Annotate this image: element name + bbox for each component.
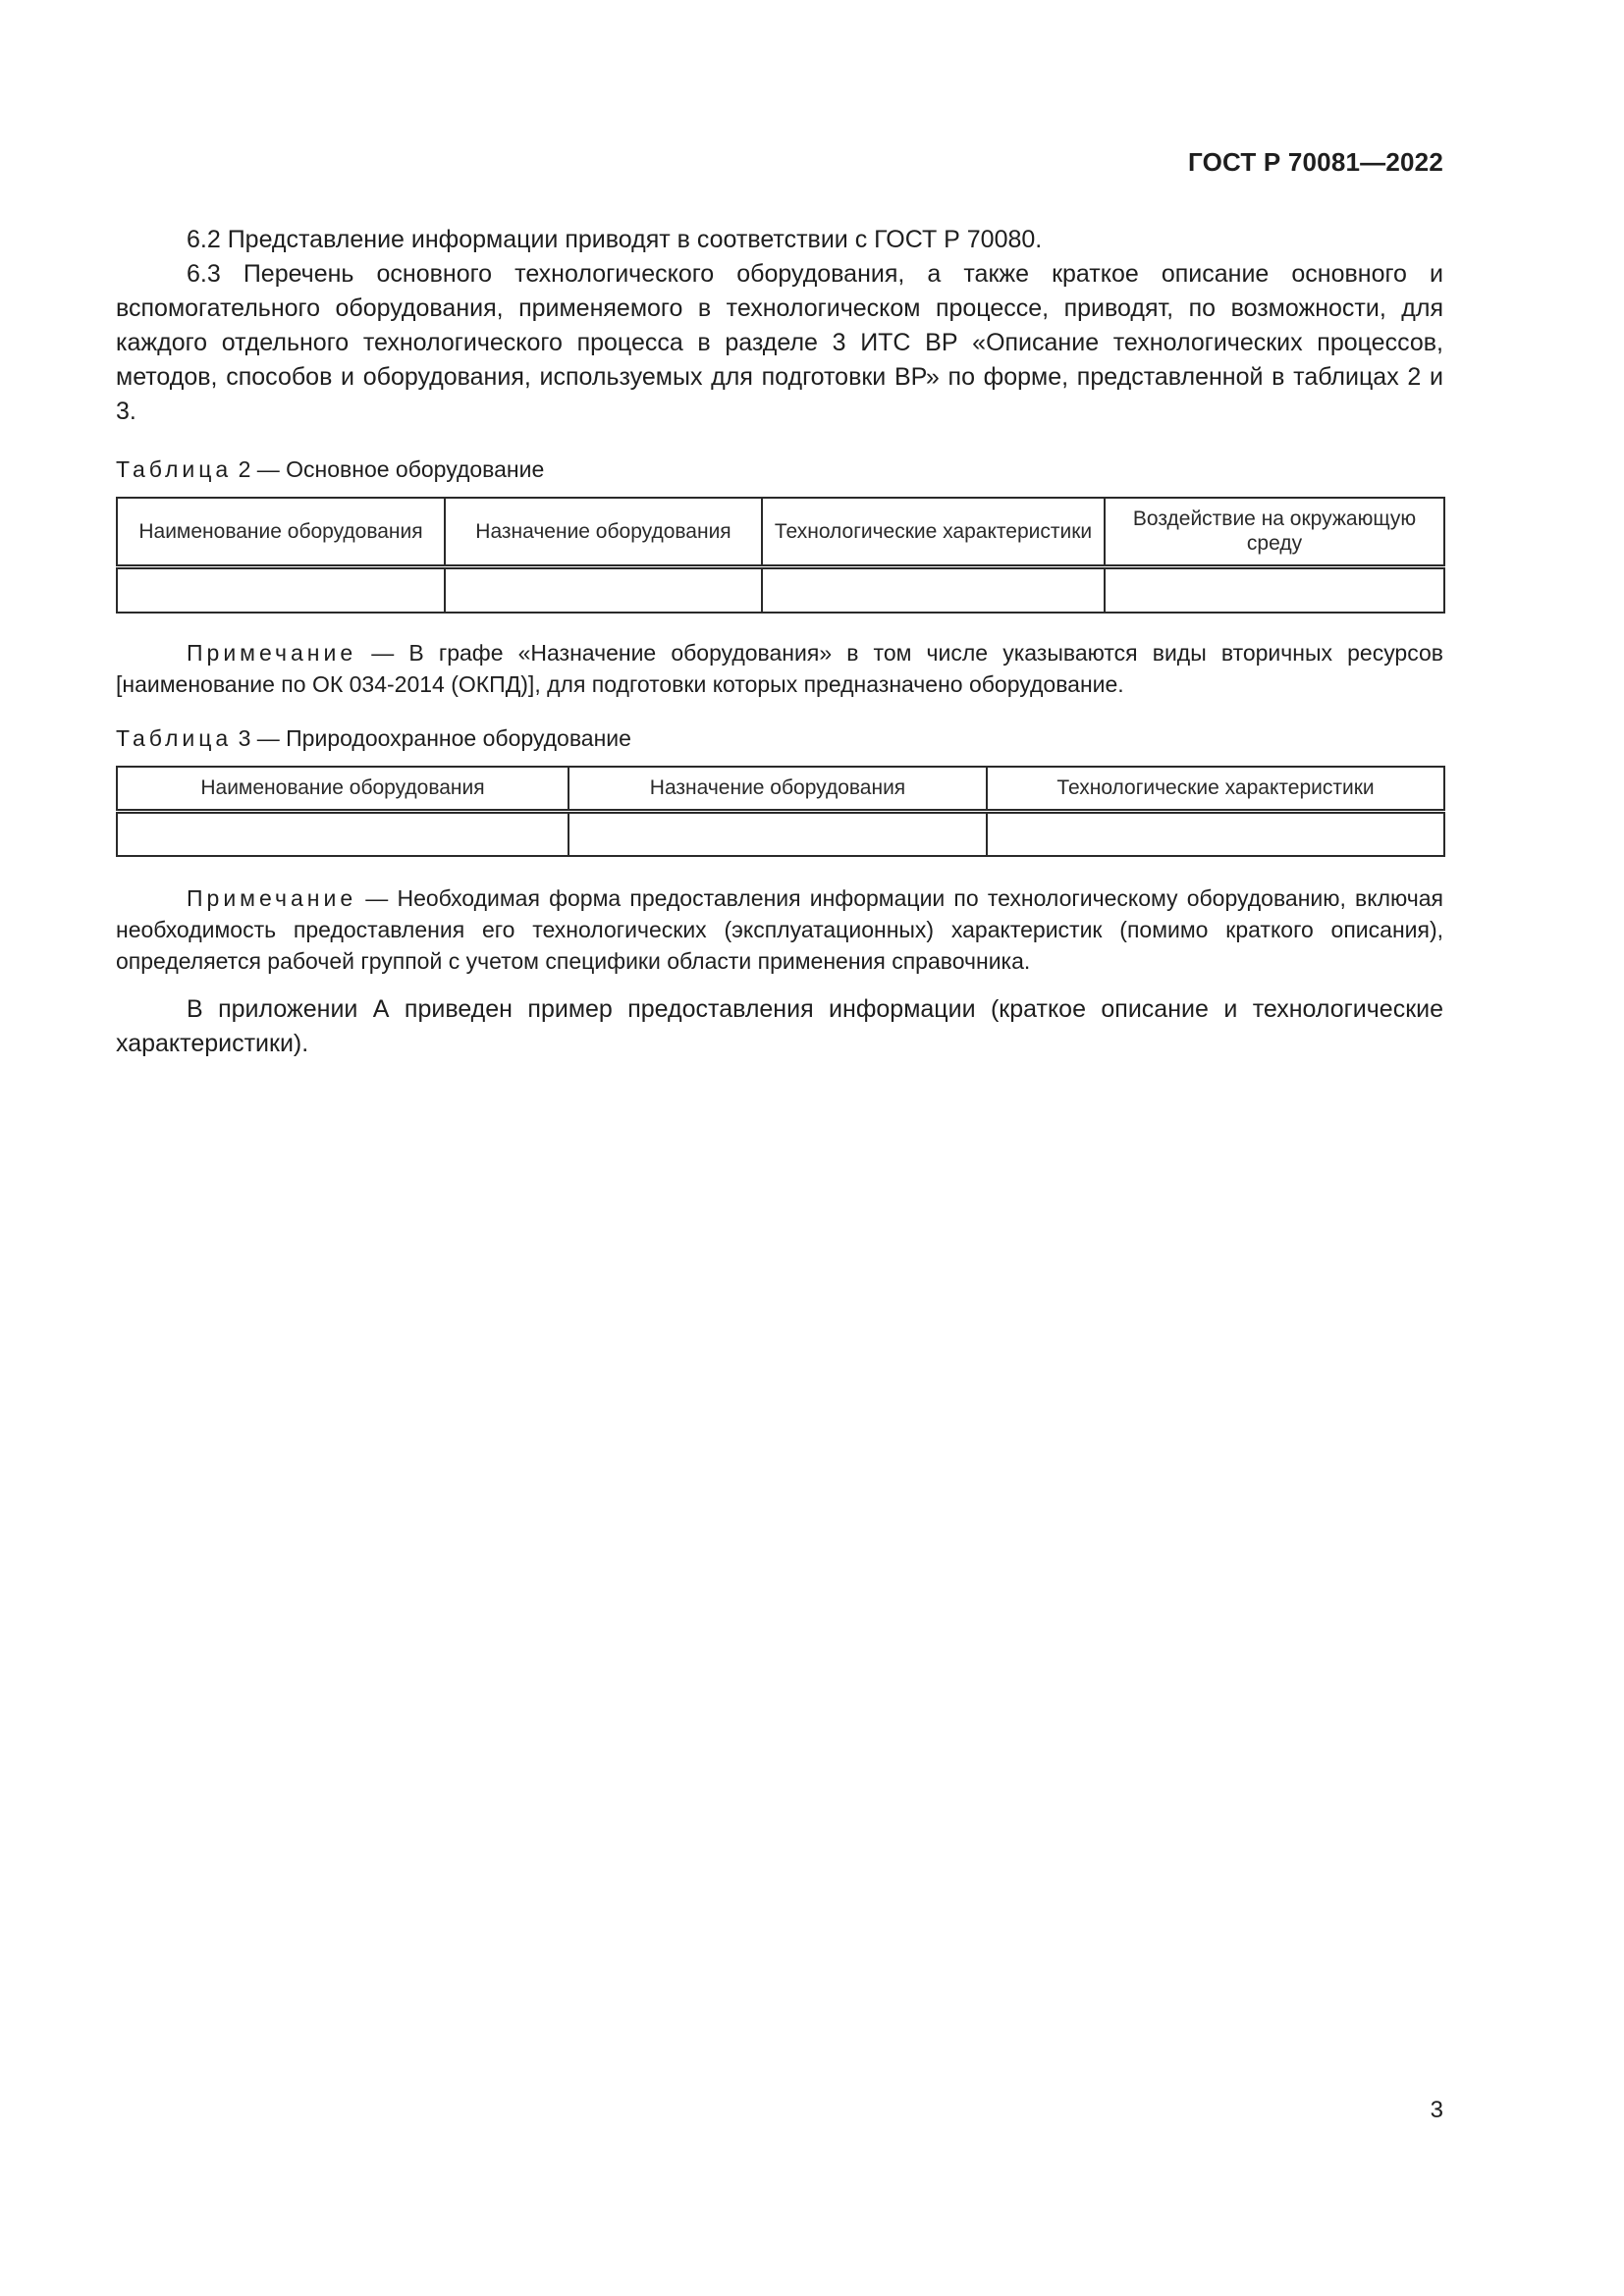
table-3-caption bbox=[116, 725, 1443, 752]
table-2-header-purpose: Назначение оборудования bbox=[445, 498, 762, 566]
table-2-caption bbox=[116, 456, 1443, 483]
note-1-word: Примечание bbox=[187, 640, 357, 666]
table-2-cell bbox=[762, 566, 1105, 613]
table-3-header-row bbox=[117, 767, 1444, 811]
table-2-header-characteristics: Технологические характеристики bbox=[762, 498, 1105, 566]
table-3-empty-row bbox=[117, 811, 1444, 856]
table-2-main-equipment bbox=[116, 497, 1445, 614]
paragraph-6-2: 6.2 Представление информации приводят в соответствии с ГОСТ Р 70080. bbox=[187, 226, 1043, 253]
table-3-cell bbox=[987, 811, 1444, 856]
paragraph-6-3: 6.3 Перечень основного технологического оборудования, а также краткое описание основного и вспомогательного оборудования, применяемого в технологическом процессе, приводят, по возможности, для каждого отдельного технологического процесса в разделе 3 ИТС ВР «Описание технологических процессов, методов, способов и оборудования, используемых для подготовки ВР» по форме, представленной в таблицах 2 и 3. bbox=[116, 260, 1443, 425]
table-2-caption-title: 2 — Основное оборудование bbox=[238, 456, 545, 482]
page-number: 3 bbox=[1430, 2097, 1443, 2123]
table-3-header-purpose: Назначение оборудования bbox=[568, 767, 987, 811]
table-2-note bbox=[116, 637, 1443, 700]
table-2-cell bbox=[1105, 566, 1444, 613]
table-2-caption-word: Таблица bbox=[116, 456, 233, 482]
note-2-text: — Необходимая форма предоставления информации по технологическому оборудованию, включая необходимость предоставления его технологических (эксплуатационных) характеристик (помимо краткого описания), определяется рабочей группой с учетом специфики области применения справочника. bbox=[116, 885, 1443, 974]
table-2-cell bbox=[117, 566, 445, 613]
closing-paragraph: В приложении А приведен пример предоставления информации (краткое описание и технологические характеристики). bbox=[116, 995, 1443, 1057]
table-3-caption-word: Таблица bbox=[116, 725, 233, 751]
table-2-header-row bbox=[117, 498, 1444, 566]
table-3-header-characteristics: Технологические характеристики bbox=[987, 767, 1444, 811]
table-2-header-impact: Воздействие на окружающую среду bbox=[1105, 498, 1444, 566]
table-3-cell bbox=[117, 811, 568, 856]
document-body bbox=[116, 223, 1443, 1061]
table-3-cell bbox=[568, 811, 987, 856]
table-3-header-name: Наименование оборудования bbox=[117, 767, 568, 811]
table-3-environmental-equipment bbox=[116, 766, 1445, 857]
document-number: ГОСТ Р 70081—2022 bbox=[1188, 147, 1443, 177]
table-2-header-name: Наименование оборудования bbox=[117, 498, 445, 566]
note-1-text: — В графе «Назначение оборудования» в том числе указываются виды вторичных ресурсов [наименование по ОК 034-2014 (ОКПД)], для подготовки которых предназначено оборудование. bbox=[116, 640, 1443, 697]
table-2-cell bbox=[445, 566, 762, 613]
table-2-empty-row bbox=[117, 566, 1444, 613]
table-3-caption-title: 3 — Природоохранное оборудование bbox=[238, 725, 631, 751]
note-2-word: Примечание bbox=[187, 885, 357, 911]
table-3-note bbox=[116, 882, 1443, 977]
